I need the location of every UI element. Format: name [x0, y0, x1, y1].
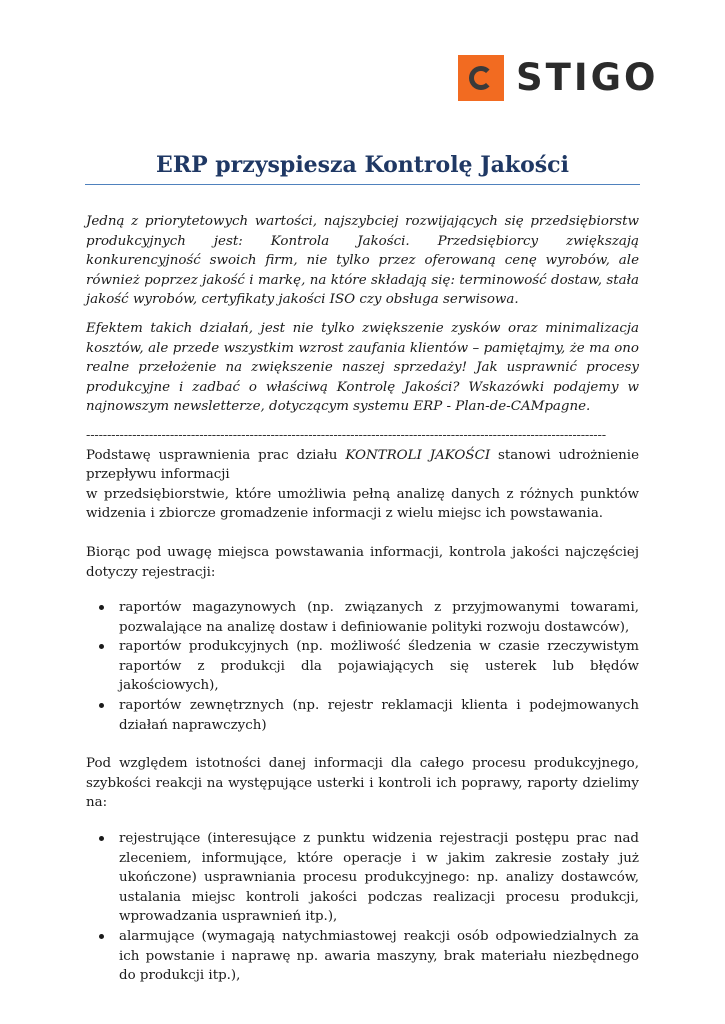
list-item: rejestrujące (interesujące z punktu widzenia rejestracji postępu prac nad zleceniem, informujące, które operacje i w jakim zakresie zostały już ukończone) usprawniania procesu produkcyjnego: np. analizy dostawców, ustalania miejsc kontroli jakości podczas realizacji procesu produkcji, wprowadzania usprawnień itp.), [119, 829, 639, 927]
list-item: raportów produkcyjnych (np. możliwość śledzenia w czasie rzeczywistym raportów z produkcji dla pojawiających się usterek lub błędów jakościowych), [119, 637, 639, 696]
para1-emphasis: KONTROLI JAKOŚCI [345, 447, 491, 463]
intro-paragraph-1: Jedną z priorytetowych wartości, najszybciej rozwijających się przedsiębiorstw produkcyjnych jest: Kontrola Jakości. Przedsiębiorcy zwiększają konkurencyjność swoich firm, nie tylko przez oferowaną cenę wyrobów, ale również poprzez jakość i markę, na które składają się: terminowość dostaw, stała jakość wyrobów, certyfikaty jakości ISO czy obsługa serwisowa. [86, 214, 639, 308]
paragraph-report-division: Pod względem istotności danej informacji dla całego procesu produkcyjnego, szybkości reakcji na występujące usterki i kontroli ich poprawy, raporty dzielimy na: [86, 756, 639, 811]
logo-ring-icon [469, 66, 493, 90]
para1-after: stanowi udrożnienie przepływu informacji [86, 447, 639, 483]
intro-paragraph-2: Efektem takich działań, jest nie tylko zwiększenie zysków oraz minimalizacja kosztów, ale przede wszystkim wzrost zaufania klientów – pamiętajmy, że ma ono realne przełożenie na zwiększenie naszej sprzedaży! Jak usprawnić procesy produkcyjne i zadbać o właściwą Kontrolę Jakości? Wskazówki podajemy w najnowszym newsletterze, dotyczącym systemu ERP - Plan-de-CAMpagne. [86, 320, 639, 415]
stigo-logo-icon [458, 55, 504, 101]
report-categories-list [86, 829, 639, 986]
list-item: raportów magazynowych (np. związanych z przyjmowanymi towarami, pozwalające na analizę dostaw i definiowanie polityki rozwoju dostawców), [119, 598, 639, 637]
para1-before: Podstawę usprawnienia prac działu [86, 447, 346, 463]
list-item: raportów zewnętrznych (np. rejestr reklamacji klienta i podejmowanych działań naprawczych) [119, 696, 639, 735]
stigo-logo [458, 55, 658, 101]
page-title: ERP przyspiesza Kontrolę Jakości [156, 152, 569, 178]
document-body [86, 212, 639, 986]
intro-section [86, 212, 639, 417]
list-item: alarmujące (wymagają natychmiastowej reakcji osób odpowiedzialnych za ich powstanie i naprawę np. awaria maszyny, brak materiału niezbędnego do produkcji itp.), [119, 927, 639, 986]
title-underline [85, 184, 640, 185]
report-types-list [86, 598, 639, 735]
paragraph-quality-control-line2: w przedsiębiorstwie, które umożliwia pełną analizę danych z różnych punktów widzenia i zbiorcze gromadzenie informacji z wielu miejsc ich powstawania. [86, 486, 639, 522]
separator-line: ---------------------------------------------------------------------------------------------------------------------------- [86, 427, 606, 443]
logo-wordmark: STIGO [516, 56, 659, 99]
paragraph-registration: Biorąc pod uwagę miejsca powstawania informacji, kontrola jakości najczęściej dotyczy rejestracji: [86, 544, 639, 580]
paragraph-quality-control [86, 446, 639, 485]
